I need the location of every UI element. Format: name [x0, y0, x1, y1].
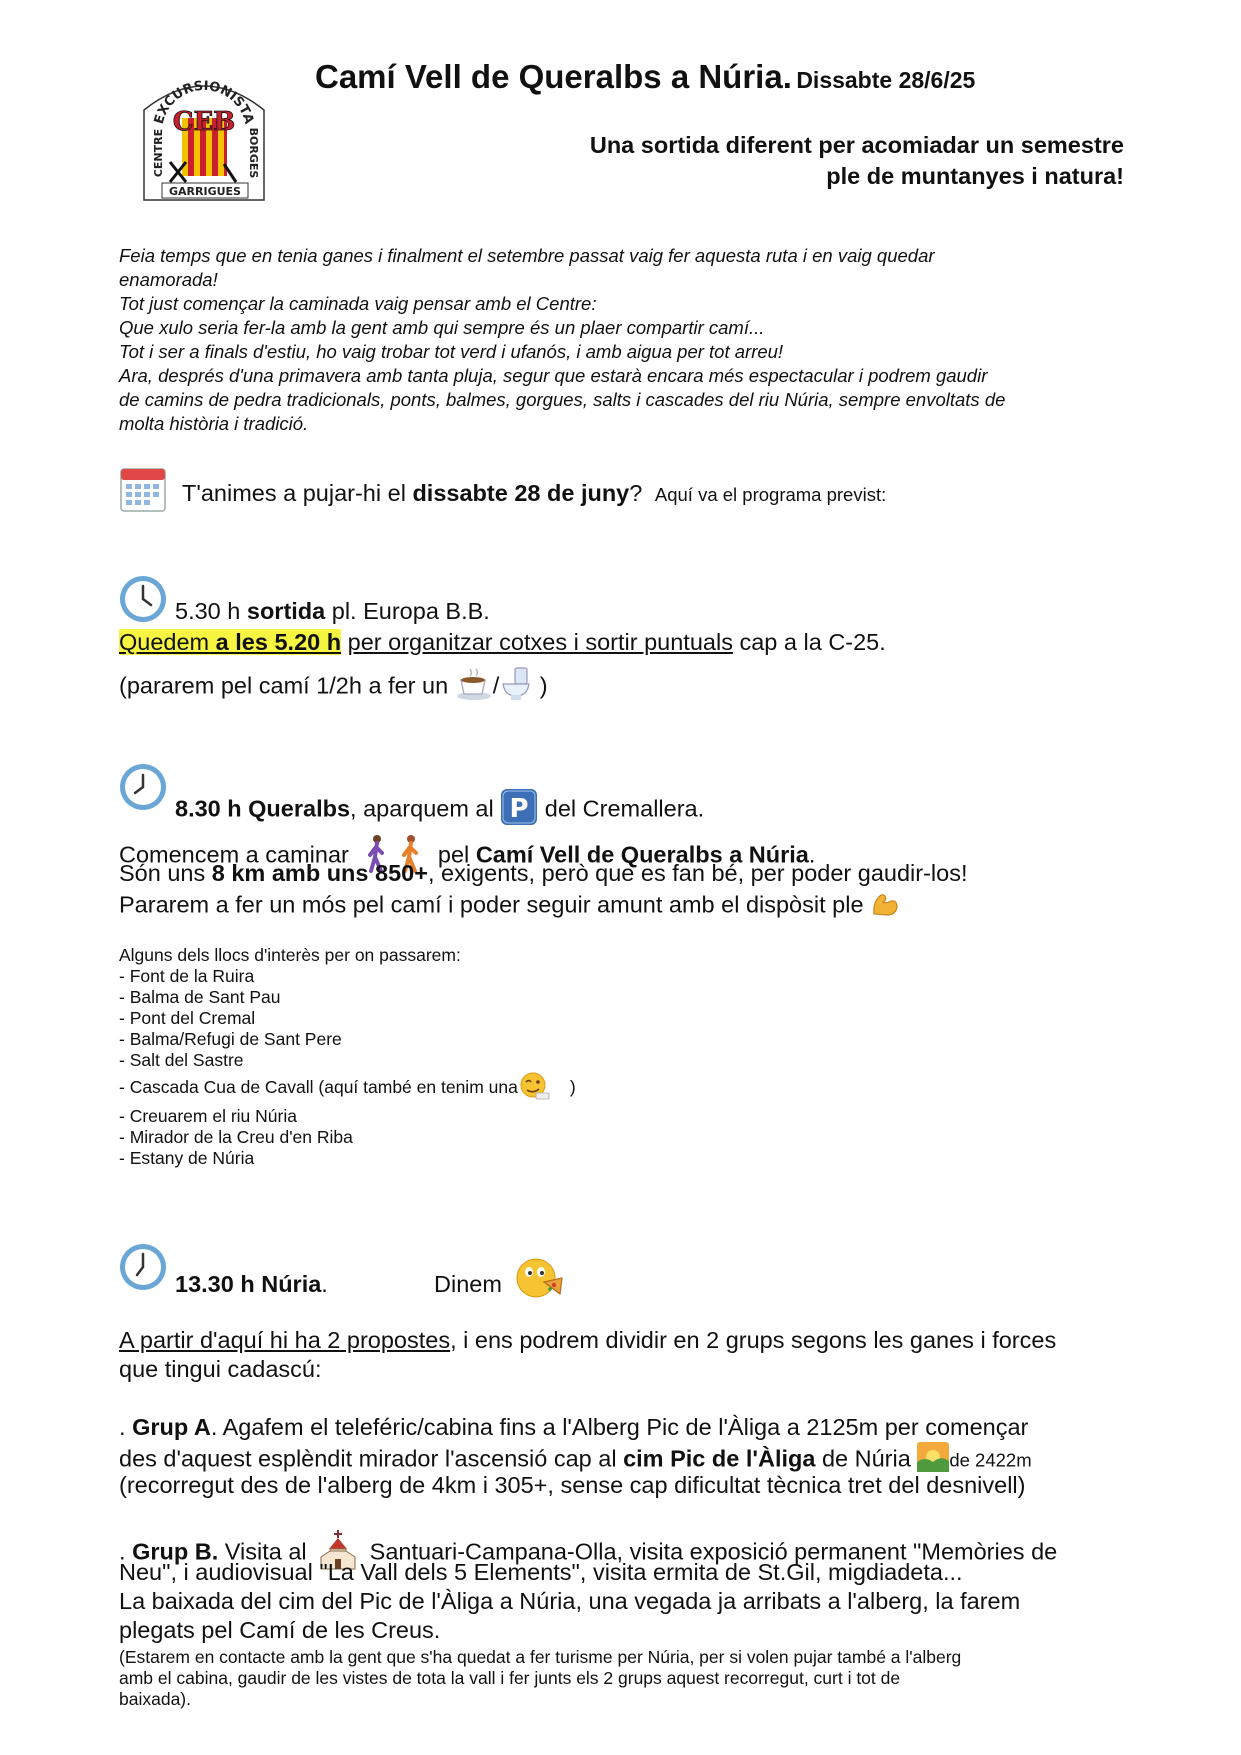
proposals-line: [119, 1326, 1056, 1355]
intro-line: molta història i tradició.: [119, 413, 309, 434]
group-b-line-3: La baixada del cim del Pic de l'Àliga a Núria, una vegada ja arribats a l'alberg, la farem: [119, 1588, 1021, 1614]
clock-icon: [118, 762, 168, 817]
km-text: Són uns: [119, 860, 212, 886]
intro-line: Tot just començar la caminada vaig pensar amb el Centre:: [119, 293, 597, 314]
lunch-line: [434, 1270, 502, 1299]
group-b-text-2: Santuari-Campana-Olla, visita exposició permanent "Memòries de: [363, 1538, 1058, 1565]
clock-icon: [118, 574, 168, 629]
meeting-text: Quedem: [119, 629, 210, 655]
intro-line: de camins de pedra tradicionals, ponts, balmes, gorgues, salts i cascades del riu Núria, sempre envoltats de: [119, 389, 1006, 410]
clock-icon: [118, 1242, 168, 1297]
group-b-line-4: plegats pel Camí de les Creus.: [119, 1617, 441, 1643]
parking-letter: P: [509, 794, 529, 824]
toilet-icon: [499, 666, 533, 709]
logo-text-top: EXCURSIONISTA: [151, 78, 257, 126]
club-logo: [140, 70, 268, 203]
list-item-close: ): [569, 1077, 576, 1098]
stop-text: (pararem pel camí 1/2h a fer un: [119, 672, 455, 699]
meeting-direction: cap a la C-25.: [732, 629, 886, 655]
note-line: (Estarem en contacte amb la gent que s'ha quedat a fer turisme per Núria, per si volen pujar també a l'alberg: [119, 1647, 962, 1667]
coffee-icon: [455, 666, 493, 709]
list-item: - Salt del Sastre: [119, 1050, 244, 1070]
muscle-icon: [870, 888, 900, 925]
lunch-text: Dinem: [434, 1271, 502, 1297]
meeting-line: [119, 628, 886, 657]
snack-text: Pararem a fer un mós pel camí i poder seguir amunt amb el dispòsit ple: [119, 891, 871, 918]
eating-face-icon: [514, 1256, 566, 1305]
departure-time: 5.30 h: [175, 598, 247, 624]
page-title: [315, 58, 975, 96]
walk-route: Camí Vell de Queralbs a Núria: [475, 841, 809, 868]
stop-close: ): [533, 672, 548, 699]
subtitle: [590, 130, 1124, 192]
logo-text-left: CENTRE: [152, 128, 165, 178]
group-a-line-1: [119, 1413, 1028, 1442]
logo-text-right: BORGES: [247, 127, 260, 179]
invite-date: dissabte 28 de juny: [412, 480, 630, 506]
list-item: - Estany de Núria: [119, 1148, 255, 1168]
places-list: [119, 945, 576, 1169]
proposals-text: , i ens podrem dividir en 2 grups segons les ganes i forces: [450, 1327, 1057, 1353]
intro-paragraph: [119, 244, 1125, 436]
invite-line: [182, 479, 886, 508]
stop-line: [119, 666, 548, 709]
intro-line: Que xulo seria fer-la amb la gent amb qui sempre és un plaer compartir camí...: [119, 317, 765, 338]
title-text: Camí Vell de Queralbs a Núria.: [315, 58, 792, 95]
subtitle-line-2: ple de muntanyes i natura!: [826, 163, 1124, 189]
invite-program: Aquí va el programa previst:: [654, 484, 887, 505]
list-item-text: - Cascada Cua de Cavall (aquí també en tenim una: [119, 1077, 518, 1098]
svg-text:BORGES: [247, 128, 260, 179]
departure-place: pl. Europa B.B.: [325, 598, 490, 624]
nuria-time: 13.30 h Núria: [175, 1271, 322, 1297]
intro-line: Tot i ser a finals d'estiu, ho vaig trobar tot verd i ufanós, i amb aigua per tot arreu!: [119, 341, 784, 362]
list-item: - Balma/Refugi de Sant Pere: [119, 1029, 342, 1049]
title-date: Dissabte 28/6/25: [796, 67, 976, 93]
meeting-purpose: per organitzar cotxes i sortir puntuals: [347, 629, 733, 655]
walk-text: Comencem a caminar: [119, 841, 356, 868]
group-a-peak: cim Pic de l'Àliga: [623, 1445, 816, 1472]
km-rest: , exigents, però que es fan bé, per poder gaudir-los!: [427, 860, 968, 886]
note-line: baixada).: [119, 1689, 191, 1709]
km-line: [119, 859, 968, 888]
intro-line: enamorada!: [119, 269, 218, 290]
queralbs-time: 8.30 h Queralbs: [175, 795, 351, 822]
proposals-title: A partir d'aquí hi ha 2 propostes: [119, 1327, 451, 1353]
group-a-bullet: .: [119, 1414, 133, 1440]
group-a-text: . Agafem el teleféric/cabina fins a l'Alberg Pic de l'Àliga a 2125m per començar: [210, 1414, 1029, 1440]
invite-text: T'animes a pujar-hi el: [182, 480, 413, 506]
list-item: - Pont del Cremal: [119, 1008, 256, 1028]
walk-text-2: pel: [431, 841, 476, 868]
km-value: 8 km amb uns 850+: [211, 860, 428, 886]
parking-icon: [500, 788, 538, 833]
intro-line: Ara, després d'una primavera amb tanta pluja, segur que estarà encara més espectacular i podrem gaudir: [119, 365, 988, 386]
list-item: - Font de la Ruira: [119, 966, 255, 986]
group-b-bullet: .: [119, 1538, 133, 1565]
intro-line: Feia temps que en tenia ganes i finalment el setembre passat vaig fer aquesta ruta i en vaig quedar: [119, 245, 935, 266]
group-b-title: Grup B.: [132, 1538, 219, 1565]
group-a-altitude: de 2422m: [949, 1449, 1032, 1471]
svg-text:CENTRE: [152, 129, 165, 177]
queralbs-text: , aparquem al: [350, 795, 501, 822]
list-item: [119, 1071, 576, 1106]
queralbs-line: [175, 788, 704, 833]
wink-icon: [518, 1071, 552, 1106]
group-a-title: Grup A: [132, 1414, 211, 1440]
nuria-line: [175, 1270, 328, 1299]
stop-separator: /: [492, 672, 500, 699]
queralbs-cremallera: del Cremallera.: [538, 795, 705, 822]
group-a-text-2: des d'aquest esplèndit mirador l'ascensió cap al: [119, 1445, 624, 1472]
departure-line: [175, 597, 490, 626]
places-title: Alguns dels llocs d'interès per on passarem:: [119, 945, 461, 965]
list-item: - Mirador de la Creu d'en Riba: [119, 1127, 353, 1147]
final-note: [119, 1647, 961, 1710]
logo-letters: CEB: [172, 107, 236, 137]
departure-label: sortida: [246, 598, 326, 624]
logo-text-bottom: GARRIGUES: [169, 185, 241, 198]
group-b-text: Visita al: [218, 1538, 314, 1565]
list-item: - Balma de Sant Pau: [119, 987, 281, 1007]
invite-question: ?: [629, 480, 643, 506]
list-item: - Creuarem el riu Núria: [119, 1106, 297, 1126]
group-b-line-2: Neu", i audiovisual "La Vall dels 5 Elements", visita ermita de St.Gil, migdiadeta...: [119, 1559, 963, 1585]
walk-dot: .: [808, 841, 816, 868]
group-a-text-3: de Núria: [815, 1445, 918, 1472]
group-a-line-3: (recorregut des de l'alberg de 4km i 305+, sense cap dificultat tècnica tret del desnivell): [119, 1472, 1026, 1498]
nuria-dot: .: [321, 1271, 328, 1297]
calendar-icon: [119, 465, 167, 518]
note-line: amb el cabina, gaudir de les vistes de tota la vall i fer junts els 2 grups aquest recorregut, curt i tot de: [119, 1668, 901, 1688]
subtitle-line-1: Una sortida diferent per acomiadar un semestre: [589, 132, 1124, 158]
snack-line: [119, 888, 900, 925]
meeting-time: a les 5.20 h: [209, 629, 342, 655]
proposals-text-2: que tingui cadascú:: [119, 1356, 322, 1382]
